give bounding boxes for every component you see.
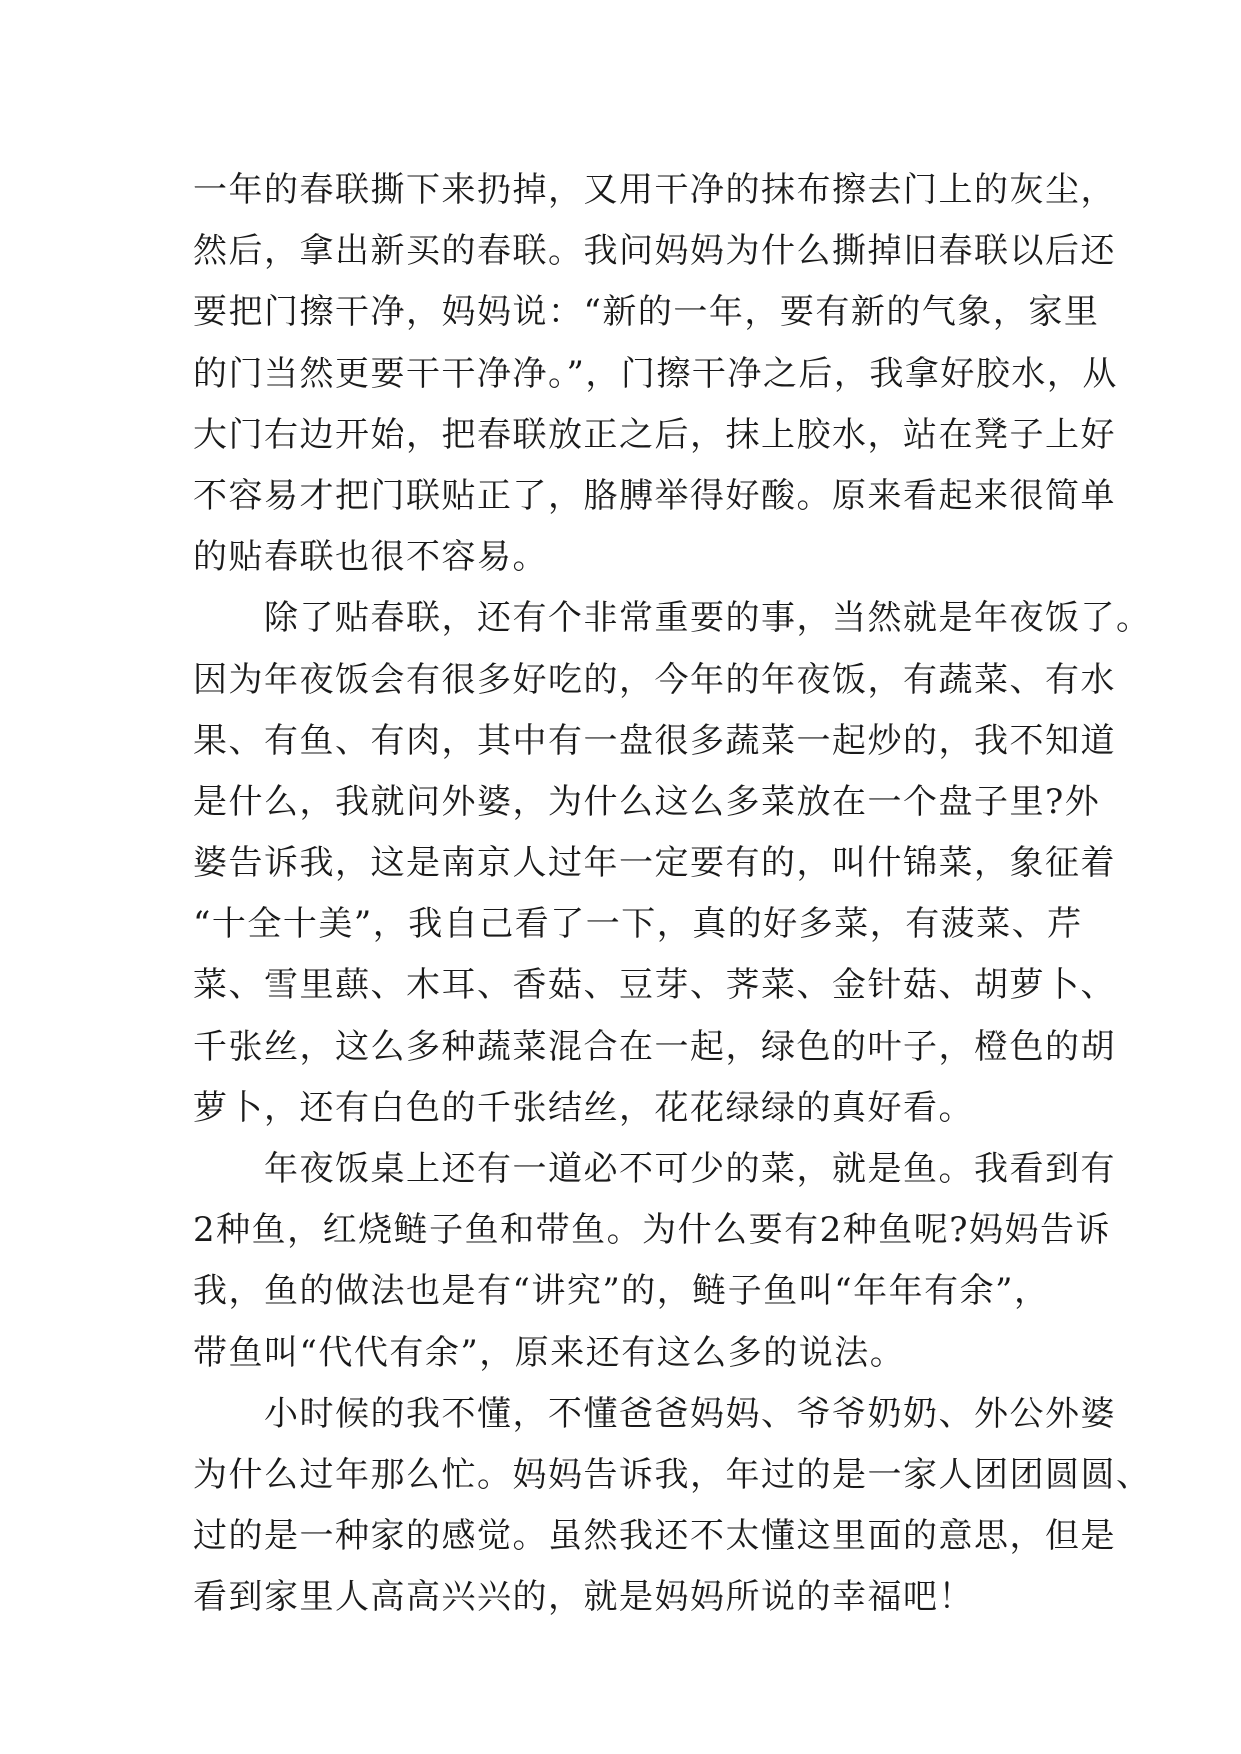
text-line: 为什么过年那么忙。妈妈告诉我，年过的是一家人团团圆圆、 xyxy=(193,1454,1152,1495)
text-line: 菜、雪里蕻、木耳、香菇、豆芽、荠菜、金针菇、胡萝卜、 xyxy=(193,965,1116,1006)
text-line: 因为年夜饭会有很多好吃的，今年的年夜饭，有蔬菜、有水 xyxy=(193,659,1116,700)
text-line: 大门右边开始，把春联放正之后，抹上胶水，站在凳子上好 xyxy=(193,414,1116,455)
text-line: 不容易才把门联贴正了，胳膊举得好酸。原来看起来很简单 xyxy=(193,475,1116,516)
text-line: 是什么，我就问外婆，为什么这么多菜放在一个盘子里?外 xyxy=(193,781,1101,822)
text-line: 看到家里人高高兴兴的，就是妈妈所说的幸福吧！ xyxy=(193,1577,974,1618)
text-line: 一年的春联撕下来扔掉，又用干净的抹布擦去门上的灰尘， xyxy=(193,170,1116,210)
text-line: 带鱼叫“代代有余”，原来还有这么多的说法。 xyxy=(193,1332,906,1373)
essay-body xyxy=(193,160,1152,1629)
text-line: 要把门擦干净，妈妈说：“新的一年，要有新的气象，家里 xyxy=(193,292,1100,333)
text-line: “十全十美”，我自己看了一下，真的好多菜，有菠菜、芹 xyxy=(193,904,1083,945)
text-line: 过的是一种家的感觉。虽然我还不太懂这里面的意思，但是 xyxy=(193,1516,1116,1557)
text-line: 萝卜，还有白色的千张结丝，花花绿绿的真好看。 xyxy=(193,1087,974,1128)
text-line: 然后，拿出新买的春联。我问妈妈为什么撕掉旧春联以后还 xyxy=(193,231,1116,272)
text-line: 年夜饭桌上还有一道必不可少的菜，就是鱼。我看到有 xyxy=(193,1149,1116,1189)
text-line: 的贴春联也很不容易。 xyxy=(193,537,548,578)
text-line: 我，鱼的做法也是有“讲究”的，鲢子鱼叫“年年有余”， xyxy=(193,1271,1050,1312)
text-line: 小时候的我不懂，不懂爸爸妈妈、爷爷奶奶、外公外婆 xyxy=(193,1393,1116,1434)
text-line: 果、有鱼、有肉，其中有一盘很多蔬菜一起炒的，我不知道 xyxy=(193,720,1116,761)
text-line: 婆告诉我，这是南京人过年一定要有的，叫什锦菜，象征着 xyxy=(193,843,1116,884)
text-line: 的门当然更要干干净净。”，门擦干净之后，我拿好胶水，从 xyxy=(193,353,1118,394)
text-line: 2种鱼，红烧鲢子鱼和带鱼。为什么要有2种鱼呢?妈妈告诉 xyxy=(193,1210,1111,1251)
text-line: 千张丝，这么多种蔬菜混合在一起，绿色的叶子，橙色的胡 xyxy=(193,1026,1116,1067)
text-line: 除了贴春联，还有个非常重要的事，当然就是年夜饭了。 xyxy=(193,598,1152,639)
